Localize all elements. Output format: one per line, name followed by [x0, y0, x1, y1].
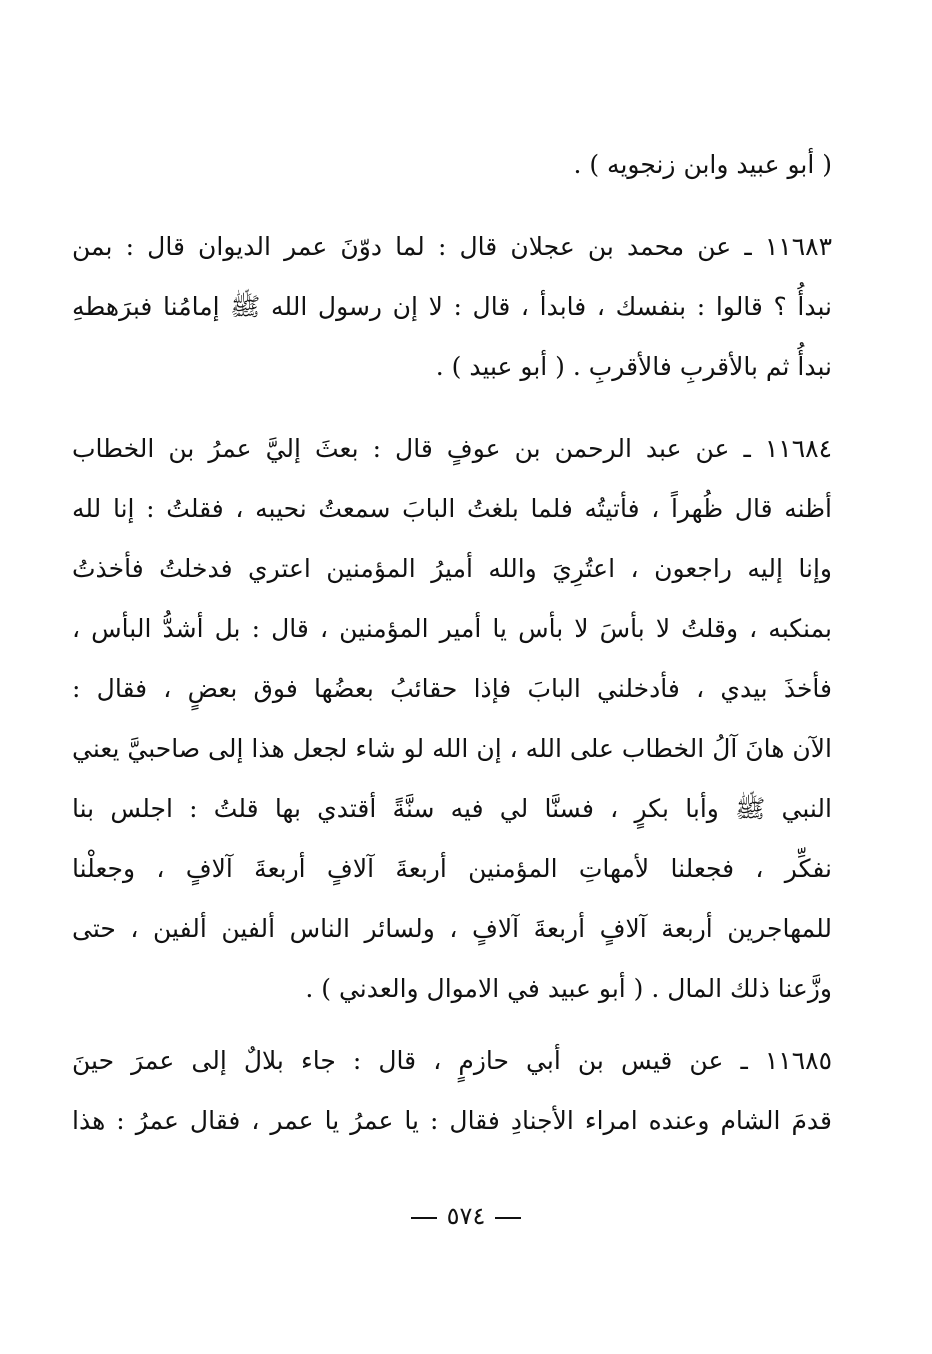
text-line: أظنه قال ظُهراً ، فأتيتُه فلما بلغتُ البابَ سمعتُ نحيبه ، فقلتُ : إنا لله: [72, 494, 832, 523]
text-line: نبدأُ ثم بالأقربِ فالأقربِ . ( أبو عبيد ) .: [435, 352, 832, 381]
text-line: ١١٦٨٣ ـ عن محمد بن عجلان قال : لما دوّنَ عمر الديوان قال : بمن: [72, 232, 832, 261]
text-line: نبدأُ ؟ قالوا : بنفسك ، فابدأ ، قال : لا إن رسول الله ﷺ إمامُنا فبرَهطهِ: [72, 292, 832, 321]
text-line: للمهاجرين أربعة آلافٍ أربعةَ آلافٍ ، ولسائر الناس ألفين ألفين ، حتى: [72, 914, 832, 943]
text-line: فأخذَ بيدي ، فأدخلني البابَ فإذا حقائبُ بعضُها فوق بعضٍ ، فقال :: [72, 674, 832, 703]
page-number: [0, 1196, 932, 1236]
citation-line: ( أبو عبيد وابن زنجويه ) .: [573, 150, 832, 179]
text-line: الآن هانَ آلُ الخطاب على الله ، إن الله لو شاء لجعل هذا إلى صاحبيَّ يعني: [72, 734, 832, 763]
text-line: بمنكبه ، وقلتُ لا بأسَ لا بأس يا أمير المؤمنين ، قال : بل أشدُّ البأس ،: [72, 614, 832, 643]
hadith-11685: [72, 1031, 832, 1151]
text-line: وزَّعنا ذلك المال . ( أبو عبيد في الاموال والعدني ) .: [305, 974, 832, 1003]
hadith-11684: [72, 419, 832, 1019]
hadith-11683: [72, 217, 832, 397]
dash-right: [411, 1217, 437, 1219]
text-line: ١١٦٨٤ ـ عن عبد الرحمن بن عوفٍ قال : بعثَ إليَّ عمرُ بن الخطاب: [72, 434, 832, 463]
text-line: النبي ﷺ وأبا بكرٍ ، فسنَّا لي فيه سنَّةً أقتدي بها قلتُ : اجلس بنا: [72, 794, 832, 823]
text-line: نفكِّر ، فجعلنا لأمهاتِ المؤمنين أربعةَ آلافٍ أربعةَ آلافٍ ، وجعلْنا: [72, 854, 832, 883]
text-line: وإنا إليه راجعون ، اعتُرِيَ والله أميرُ المؤمنين اعتري فدخلتُ فأخذتُ: [72, 554, 832, 583]
text-line: ١١٦٨٥ ـ عن قيس بن أبي حازمٍ ، قال : جاء بلالٌ إلى عمرَ حينَ: [72, 1046, 832, 1075]
text-body: [72, 135, 832, 1151]
dash-left: [495, 1217, 521, 1219]
page-number-text: ٥٧٤: [446, 1202, 486, 1230]
text-line: قدمَ الشام وعنده امراء الأجنادِ فقال : يا عمرُ يا عمر ، فقال عمرُ : هذا: [72, 1106, 832, 1135]
